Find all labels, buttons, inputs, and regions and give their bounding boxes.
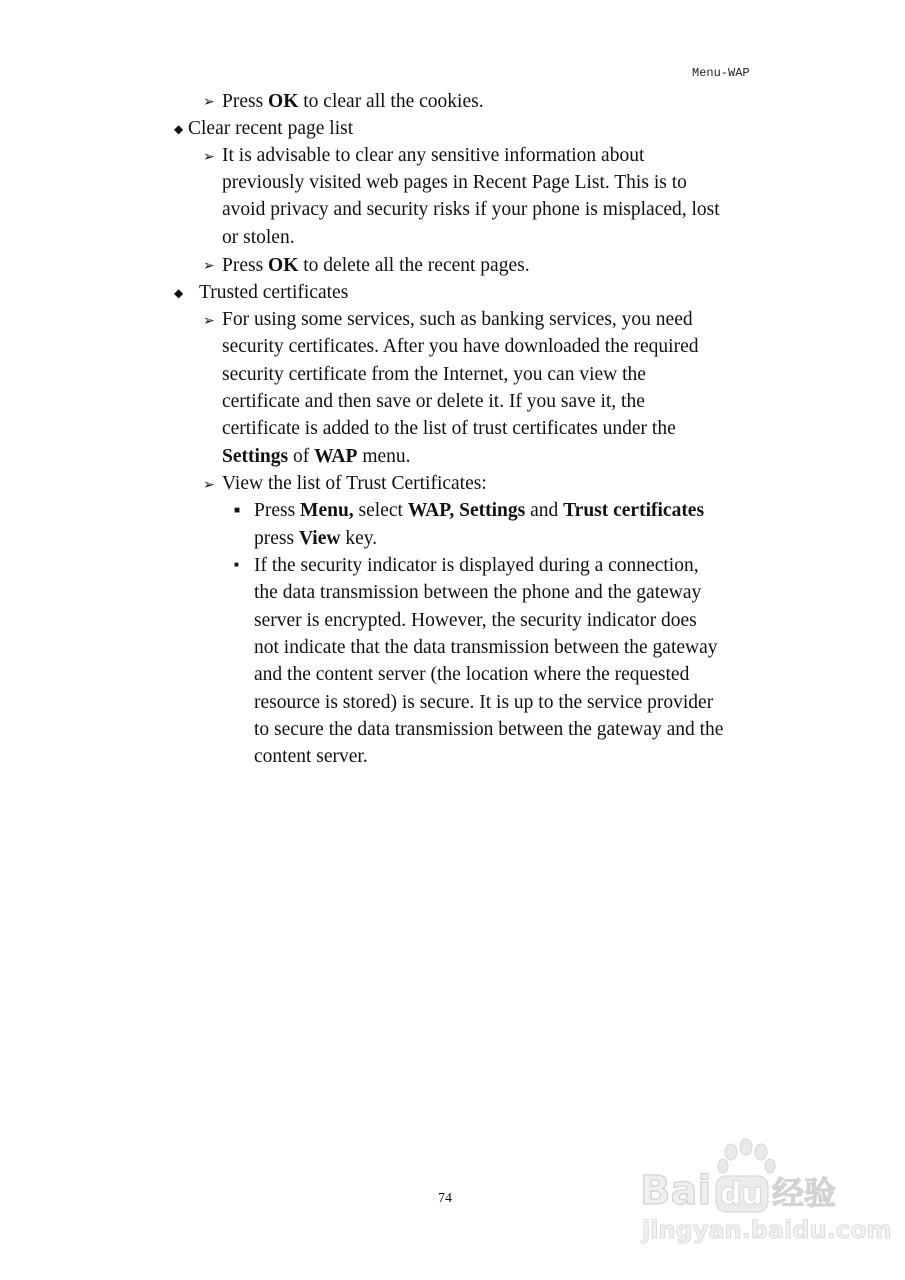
press-view-line: press View key. [254,528,378,549]
security-line: resource is stored) is secure. It is up to the service provider [254,692,714,713]
square-bullet-icon: ■ [234,560,239,569]
using-line: security certificate from the Internet, you can view the [222,364,646,385]
svg-text:jingyan.baidu.com: jingyan.baidu.com [642,1216,892,1244]
advisable-line: avoid privacy and security risks if your phone is misplaced, lost [222,199,720,220]
security-line: not indicate that the data transmission between the gateway [254,637,718,658]
square-bullet-icon: ■ [234,505,241,516]
settings-line: Settings of WAP menu. [222,446,411,467]
security-line: the data transmission between the phone and the gateway [254,582,702,603]
arrow-bullet-icon: ➢ [203,95,215,110]
arrow-bullet-icon: ➢ [203,150,215,165]
arrow-bullet-icon: ➢ [203,314,215,329]
using-line: security certificates. After you have downloaded the required [222,336,699,357]
advisable-line: It is advisable to clear any sensitive information about [222,145,645,166]
page-number: 74 [438,1191,452,1206]
using-line: certificate is added to the list of trust certificates under the [222,418,676,439]
advisable-line: previously visited web pages in Recent Page List. This is to [222,172,687,193]
arrow-bullet-icon: ➢ [203,259,215,274]
svg-text:经验: 经验 [772,1174,837,1212]
using-line: certificate and then save or delete it. If you save it, the [222,391,645,412]
baidu-watermark-logo [640,1138,892,1248]
security-line: If the security indicator is displayed during a connection, [254,555,699,576]
svg-text:du: du [720,1177,763,1212]
security-line: to secure the data transmission between the gateway and the [254,719,724,740]
advisable-line: or stolen. [222,227,295,248]
running-header: Menu-WAP [692,66,750,80]
clear-recent-heading: Clear recent page list [188,118,354,139]
trusted-heading: Trusted certificates [199,282,349,303]
security-line: content server. [254,746,368,767]
press-ok-cookies-line: Press OK to clear all the cookies. [222,91,484,112]
security-line: and the content server (the location where the requested [254,664,690,685]
arrow-bullet-icon: ➢ [203,478,215,493]
diamond-bullet-icon: ◆ [174,122,184,136]
security-line: server is encrypted. However, the security indicator does [254,610,697,631]
press-ok-recent-line: Press OK to delete all the recent pages. [222,255,530,276]
diamond-bullet-icon: ◆ [174,286,184,300]
press-menu-line: Press Menu, select WAP, Settings and Trust certificates [254,500,705,521]
using-line: For using some services, such as banking services, you need [222,309,693,330]
svg-text:Bai: Bai [640,1168,712,1214]
view-list-line: View the list of Trust Certificates: [222,473,487,494]
